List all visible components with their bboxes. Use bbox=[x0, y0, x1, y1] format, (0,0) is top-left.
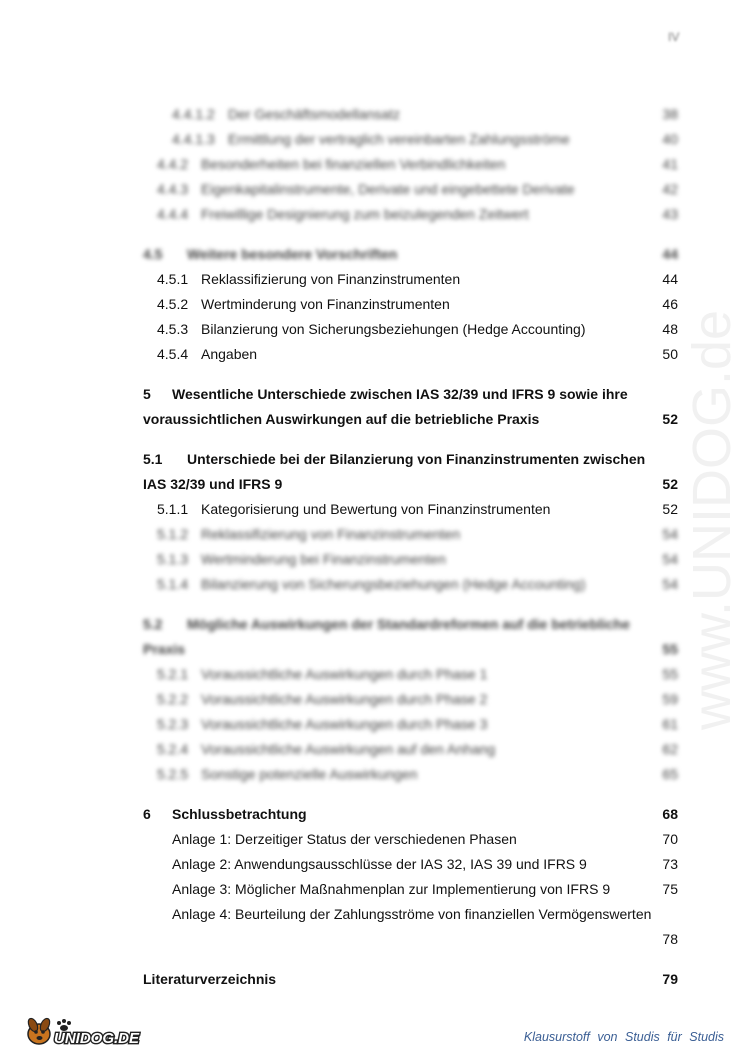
toc-entry[interactable] bbox=[157, 181, 575, 197]
toc-page: 54 bbox=[662, 576, 678, 592]
toc-title: Anlage 1: Derzeitiger Status der verschiedenen Phasen bbox=[172, 831, 517, 847]
toc-page: 44 bbox=[662, 271, 678, 287]
toc-entry[interactable] bbox=[157, 741, 495, 757]
toc-page: 55 bbox=[662, 666, 678, 682]
toc-page: 48 bbox=[662, 321, 678, 337]
toc-number: 4.5.2 bbox=[157, 296, 189, 312]
toc-page: 40 bbox=[662, 131, 678, 147]
toc-number: 5.1.3 bbox=[157, 551, 189, 567]
toc-title: Anlage 3: Möglicher Maßnahmenplan zur Implementierung von IFRS 9 bbox=[172, 881, 611, 897]
toc-page: 42 bbox=[662, 181, 678, 197]
toc-entry[interactable] bbox=[157, 271, 460, 287]
toc-number: 5.1.2 bbox=[157, 526, 189, 542]
toc-title: Anlage 4: Beurteilung der Zahlungsströme von finanziellen Vermögenswerten bbox=[172, 906, 652, 922]
toc-number: 5.1.1 bbox=[157, 501, 189, 517]
toc-title: Anlage 2: Anwendungsausschlüsse der IAS 32, IAS 39 und IFRS 9 bbox=[172, 856, 587, 872]
toc-title: Unterschiede bei der Bilanzierung von Finanzinstrumenten zwischen bbox=[187, 451, 646, 467]
toc-title: Reklassifizierung von Finanzinstrumenten bbox=[201, 271, 461, 287]
toc-title: Voraussichtliche Auswirkungen auf den Anhang bbox=[201, 741, 496, 757]
unidog-logo[interactable] bbox=[22, 1012, 152, 1048]
toc-title: Voraussichtliche Auswirkungen durch Phase 3 bbox=[201, 716, 488, 732]
toc-number: 5.2.4 bbox=[157, 741, 189, 757]
toc-page: 68 bbox=[662, 806, 678, 822]
toc-title: Eigenkapitalinstrumente, Derivate und eingebettete Derivate bbox=[201, 181, 575, 197]
toc-title: Wertminderung von Finanzinstrumenten bbox=[201, 296, 450, 312]
toc-entry-section-5-2[interactable] bbox=[143, 616, 630, 632]
toc-title: Voraussichtliche Auswirkungen durch Phase 2 bbox=[201, 691, 488, 707]
toc-entry[interactable] bbox=[157, 551, 446, 567]
toc-page: 70 bbox=[662, 831, 678, 847]
toc-number: 4.4.4 bbox=[157, 206, 189, 222]
toc-title: Der Geschäftsmodellansatz bbox=[228, 106, 400, 122]
toc-entry[interactable] bbox=[172, 131, 570, 147]
toc-page: 79 bbox=[662, 971, 678, 987]
toc-page: 73 bbox=[662, 856, 678, 872]
toc-title-continued: Praxis bbox=[143, 641, 186, 657]
toc-number: 4.4.2 bbox=[157, 156, 189, 172]
toc-entry[interactable] bbox=[157, 576, 585, 592]
logo-text: UNIDOG.DE bbox=[54, 1030, 140, 1047]
toc-title: Ermittlung der vertraglich vereinbarten Zahlungsströme bbox=[228, 131, 570, 147]
toc-entry-chapter-6[interactable] bbox=[143, 806, 307, 822]
toc-title-continued: IAS 32/39 und IFRS 9 bbox=[143, 476, 283, 492]
toc-entry-appendix[interactable] bbox=[172, 881, 610, 897]
toc-number: 4.4.3 bbox=[157, 181, 189, 197]
watermark-text: www.UNIDOG.de bbox=[682, 309, 742, 730]
toc-page: 52 bbox=[662, 411, 678, 427]
toc-entry[interactable] bbox=[143, 246, 397, 262]
toc-entry-appendix[interactable] bbox=[172, 856, 587, 872]
toc-title: Freiwillige Designierung zum beizulegenden Zeitwert bbox=[201, 206, 529, 222]
toc-number: 5.1.4 bbox=[157, 576, 189, 592]
toc-number: 5.2.3 bbox=[157, 716, 189, 732]
toc-number: 4.4.1.3 bbox=[172, 131, 215, 147]
toc-title: Bilanzierung von Sicherungsbeziehungen (Hedge Accounting) bbox=[201, 321, 586, 337]
toc-number: 5.2.2 bbox=[157, 691, 189, 707]
toc-number: 4.4.1.2 bbox=[172, 106, 215, 122]
toc-page: 52 bbox=[662, 476, 678, 492]
toc-entry[interactable] bbox=[172, 106, 400, 122]
toc-entry[interactable] bbox=[157, 501, 550, 517]
toc-page: 78 bbox=[662, 931, 678, 947]
toc-number: 5 bbox=[143, 386, 151, 402]
toc-entry[interactable] bbox=[157, 296, 450, 312]
toc-entry[interactable] bbox=[157, 156, 505, 172]
toc-page: 43 bbox=[662, 206, 678, 222]
page-number: IV bbox=[668, 30, 680, 44]
toc-entry[interactable] bbox=[157, 321, 585, 337]
toc-number: 5.2.5 bbox=[157, 766, 189, 782]
toc-title: Voraussichtliche Auswirkungen durch Phase 1 bbox=[201, 666, 488, 682]
toc-title: Wesentliche Unterschiede zwischen IAS 32/39 und IFRS 9 sowie ihre bbox=[172, 386, 628, 402]
toc-page: 75 bbox=[662, 881, 678, 897]
toc-page: 41 bbox=[662, 156, 678, 172]
toc-number: 4.5 bbox=[143, 246, 163, 262]
toc-page: 59 bbox=[662, 691, 678, 707]
toc-entry[interactable] bbox=[157, 691, 487, 707]
toc-entry[interactable] bbox=[157, 716, 487, 732]
toc-number: 6 bbox=[143, 806, 151, 822]
toc-entry[interactable] bbox=[157, 666, 487, 682]
footer-tagline: Klausurstoff von Studis für Studis bbox=[523, 1030, 724, 1044]
toc-page: 54 bbox=[662, 526, 678, 542]
toc-entry[interactable] bbox=[157, 346, 257, 362]
toc-page: 62 bbox=[662, 741, 678, 757]
toc-entry[interactable] bbox=[157, 766, 417, 782]
toc-title: Sonstige potenzielle Auswirkungen bbox=[201, 766, 418, 782]
toc-entry-bibliography[interactable] bbox=[143, 971, 276, 987]
toc-entry-appendix[interactable] bbox=[172, 906, 651, 922]
toc-page: 52 bbox=[662, 501, 678, 517]
toc-page: 54 bbox=[662, 551, 678, 567]
toc-page: 44 bbox=[662, 246, 678, 262]
toc-page: 65 bbox=[662, 766, 678, 782]
toc-title: Besonderheiten bei finanziellen Verbindlichkeiten bbox=[201, 156, 506, 172]
toc-title: Wertminderung bei Finanzinstrumenten bbox=[201, 551, 446, 567]
toc-page: 38 bbox=[662, 106, 678, 122]
toc-page: 61 bbox=[662, 716, 678, 732]
toc-title: Reklassifizierung von Finanzinstrumenten bbox=[201, 526, 461, 542]
toc-number: 5.2.1 bbox=[157, 666, 189, 682]
toc-number: 5.2 bbox=[143, 616, 163, 632]
toc-entry-chapter-5[interactable] bbox=[143, 386, 628, 402]
toc-title: Kategorisierung und Bewertung von Finanzinstrumenten bbox=[201, 501, 551, 517]
toc-number: 4.5.1 bbox=[157, 271, 189, 287]
toc-title: Bilanzierung von Sicherungsbeziehungen (Hedge Accounting) bbox=[201, 576, 586, 592]
toc-title: Literaturverzeichnis bbox=[143, 971, 277, 987]
toc-entry[interactable] bbox=[157, 206, 529, 222]
toc-title: Angaben bbox=[201, 346, 258, 362]
toc-title: Weitere besondere Vorschriften bbox=[187, 246, 398, 262]
toc-page: 46 bbox=[662, 296, 678, 312]
dog-icon bbox=[22, 1012, 152, 1048]
toc-page: 55 bbox=[662, 641, 678, 657]
toc-entry-appendix[interactable] bbox=[172, 831, 517, 847]
toc-entry-section-5-1[interactable] bbox=[143, 451, 645, 467]
toc-number: 4.5.3 bbox=[157, 321, 189, 337]
toc-title: Mögliche Auswirkungen der Standardreformen auf die betriebliche bbox=[187, 616, 630, 632]
toc-page: 50 bbox=[662, 346, 678, 362]
toc-number: 5.1 bbox=[143, 451, 163, 467]
toc-title: Schlussbetrachtung bbox=[172, 806, 307, 822]
toc-title-continued: voraussichtlichen Auswirkungen auf die betriebliche Praxis bbox=[143, 411, 540, 427]
toc-number: 4.5.4 bbox=[157, 346, 189, 362]
toc-entry[interactable] bbox=[157, 526, 460, 542]
